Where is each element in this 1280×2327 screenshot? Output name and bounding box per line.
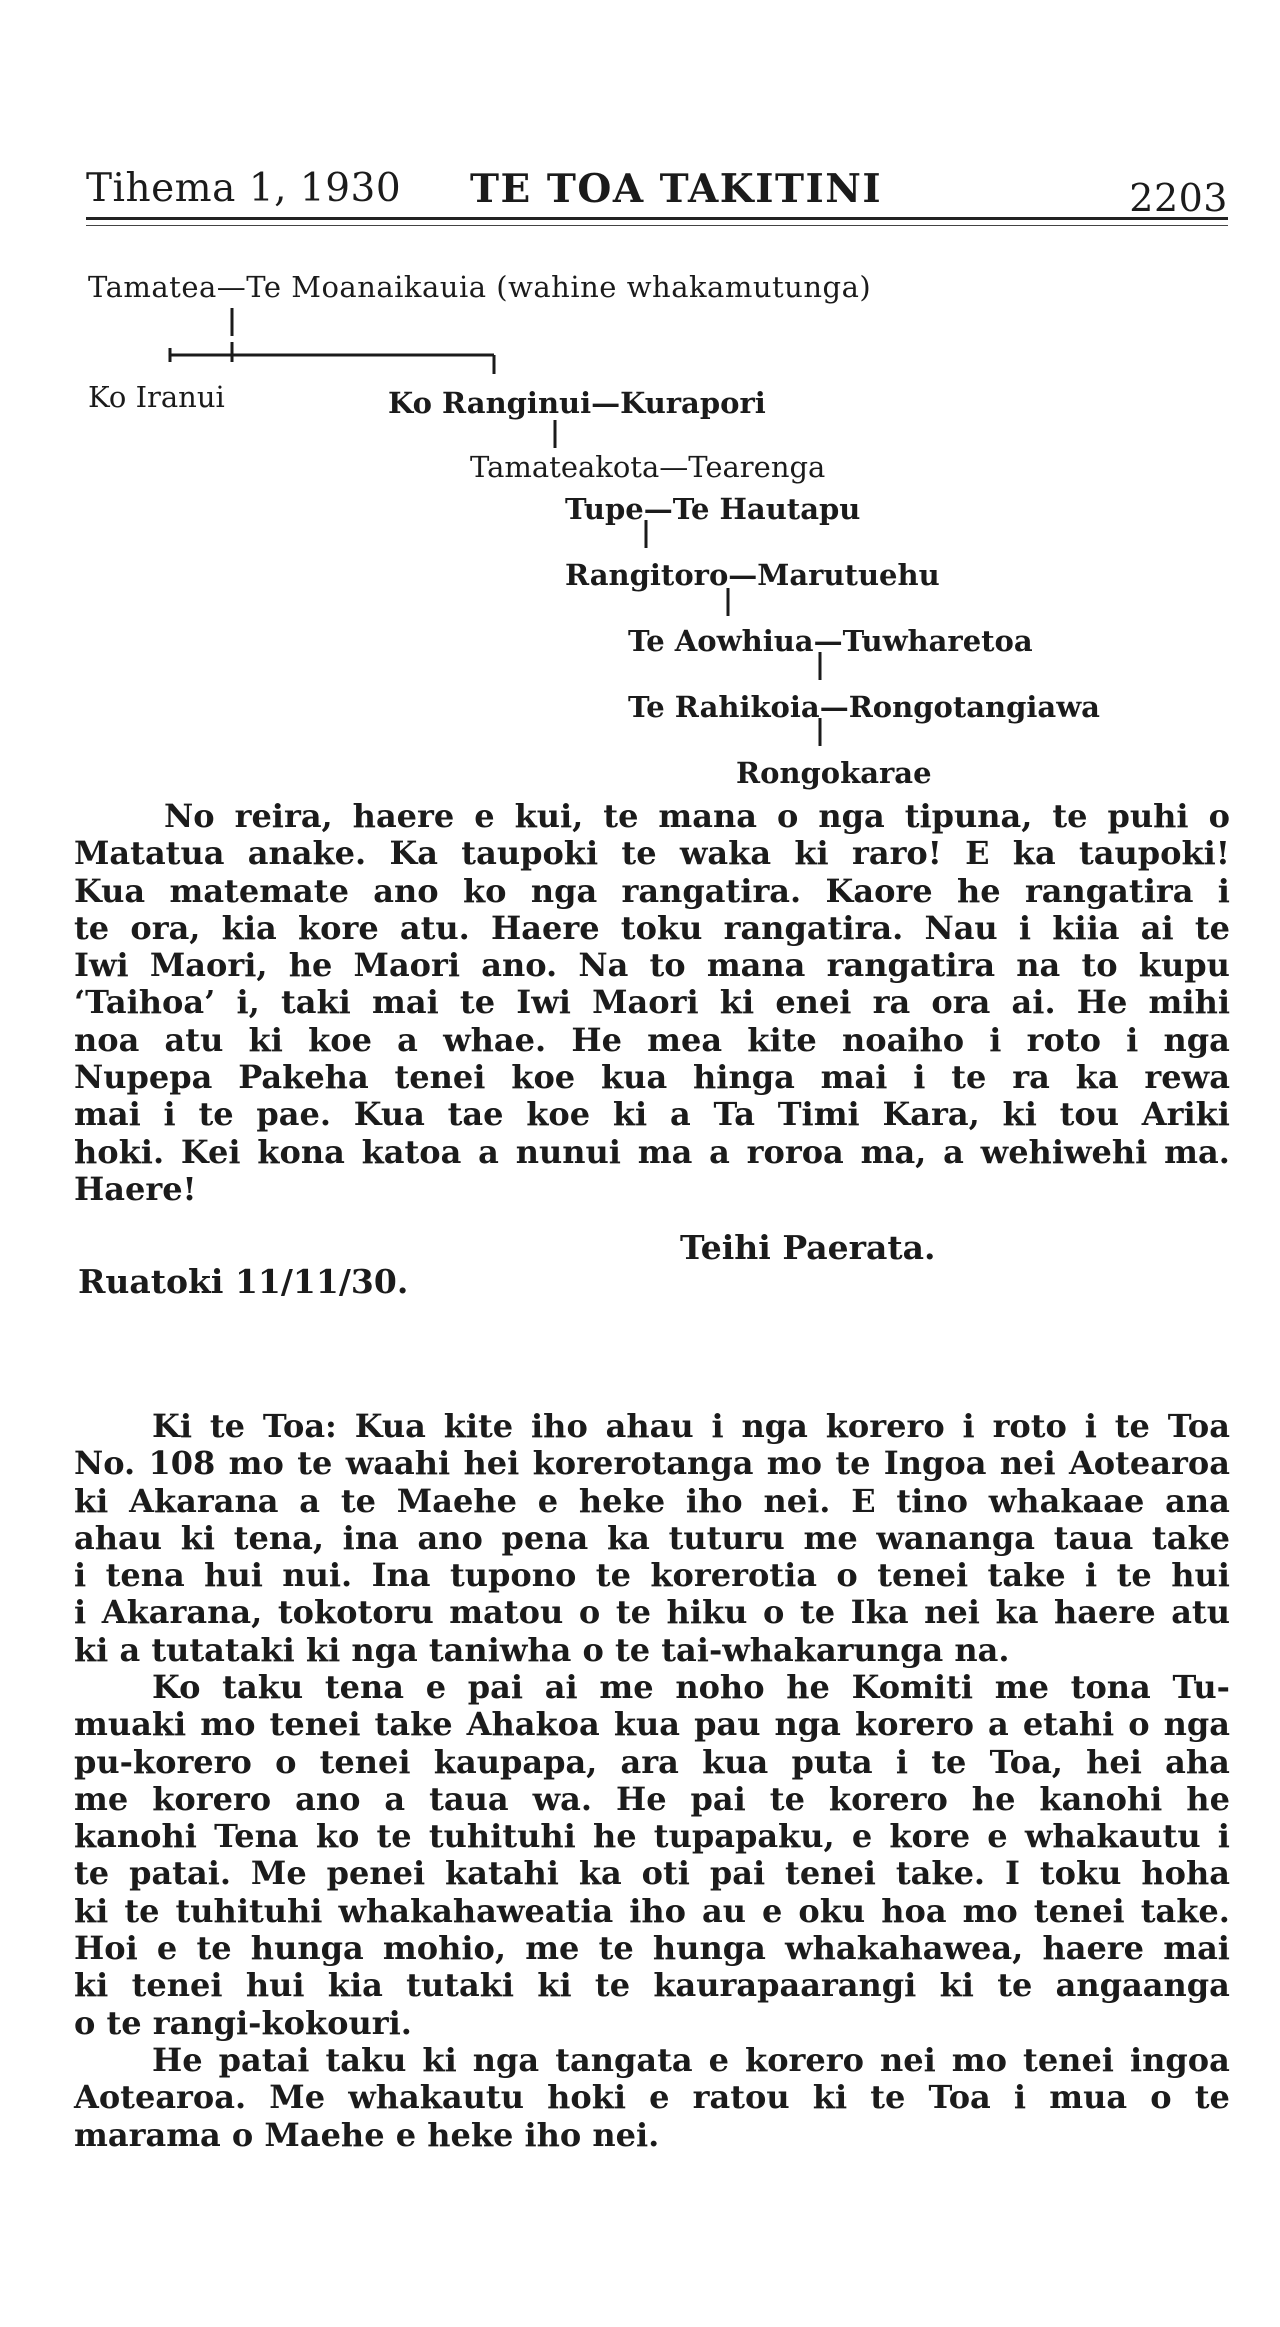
letter-2-line: i Akarana, tokotoru matou o te hiku o te Ika nei ka haere atu [74,1593,1230,1632]
letter-2-line: Aotearoa. Me whakautu hoki e ratou ki te Toa i mua o te [74,2078,1230,2117]
letter-2-line: ki a tutataki ki nga taniwha o te tai-whakarunga na. [74,1630,1010,1669]
letter-1-line: Matatua anake. Ka taupoki te waka ki raro! E ka taupoki! [74,834,1230,873]
letter-2-line: ki te tuhituhi whakahaweatia iho au e oku hoa mo tenei take. [74,1891,1230,1930]
letter-2-line: kanohi Tena ko te tuhituhi he tupapaku, e kore e whakautu i [74,1817,1230,1856]
letter-2-para-2 [74,1669,1230,2042]
page-number: 2203 [1129,176,1228,220]
genealogy-gen-1: Tamateakota—Tearenga [470,450,826,484]
genealogy-child-right: Ko Ranginui—Kurapori [388,386,766,420]
letter-1-signature: Teihi Paerata. [680,1228,936,1267]
genealogy-child-left: Ko Iranui [88,380,225,414]
letter-2-line: Ko taku tena e pai ai me noho he Komiti me tona Tu- [152,1668,1230,1706]
letter-2-line: me korero ano a taua wa. He pai te korero he kanohi he [74,1779,1230,1818]
letter-1-line: noa atu ki koe a whae. He mea kite noaiho i roto i nga [74,1020,1230,1059]
letter-2-line: No. 108 mo te waahi hei korerotanga mo te Ingoa nei Aotearoa [74,1444,1230,1483]
letter-1-line: te ora, kia kore atu. Haere toku rangatira. Nau i kiia ai te [74,908,1230,947]
letter-1-line: No reira, haere e kui, te mana o nga tipuna, te puhi o [164,797,1230,835]
letter-2-line: ki tenei hui kia tutaki ki te kaurapaarangi ki te angaanga [74,1966,1230,2005]
letter-1-line: Haere! [74,1169,197,1208]
letter-1-line: Iwi Maori, he Maori ano. Na to mana rangatira na to kupu [74,946,1230,985]
letter-2-line: ki Akarana a te Maehe e heke iho nei. E tino whakaae ana [74,1481,1230,1520]
letter-1-body [74,798,1230,1208]
genealogy-gen-3: Rangitoro—Marutuehu [565,558,940,592]
letter-2-line: He patai taku ki nga tangata e korero nei mo tenei ingoa [152,2041,1230,2079]
letter-2-para-3 [74,2042,1230,2154]
letter-1-line: Kua matemate ano ko nga rangatira. Kaore he rangatira i [74,871,1230,910]
letter-2-line: o te rangi-kokouri. [74,2003,412,2042]
letter-1-line: mai i te pae. Kua tae koe ki a Ta Timi Kara, ki tou Ariki [74,1095,1230,1134]
letter-2-line: muaki mo tenei take Ahakoa kua pau nga korero a etahi o nga [74,1705,1230,1744]
genealogy-gen-6: Rongokarae [736,756,932,790]
letter-2-line: Hoi e te hunga mohio, me te hunga whakahawea, haere mai [74,1929,1230,1968]
letter-2-line: marama o Maehe e heke iho nei. [74,2115,660,2154]
letter-1-line: hoki. Kei kona katoa a nunui ma a roroa ma, a wehiwehi ma. [74,1132,1230,1171]
genealogy-gen-2: Tupe—Te Hautapu [565,492,861,526]
letter-2-line: Ki te Toa: Kua kite iho ahau i nga korero i roto i te Toa [152,1407,1230,1445]
letter-2-line: pu-korero o tenei kaupapa, ara kua puta i te Toa, hei aha [74,1742,1230,1781]
letter-1-line: Nupepa Pakeha tenei koe kua hinga mai i te ra ka rewa [74,1058,1230,1097]
letter-1-place-date: Ruatoki 11/11/30. [78,1262,409,1301]
letter-2-line: i tena hui nui. Ina tupono te korerotia o tenei take i te hui [74,1556,1230,1595]
genealogy-top: Tamatea—Te Moanaikauia (wahine whakamutunga) [88,270,872,304]
header-masthead: TE TOA TAKITINI [470,166,883,212]
header-date: Tihema 1, 1930 [86,166,402,211]
letter-2-line: ahau ki tena, ina ano pena ka tuturu me wananga taua take [74,1518,1230,1557]
letter-2-para-1 [74,1408,1230,1669]
letter-2-line: te patai. Me penei katahi ka oti pai tenei take. I toku hoha [74,1854,1230,1893]
genealogy-gen-5: Te Rahikoia—Rongotangiawa [628,690,1100,724]
genealogy-gen-4: Te Aowhiua—Tuwharetoa [628,624,1033,658]
letter-1-line: ‘Taihoa’ i, taki mai te Iwi Maori ki enei ra ora ai. He mihi [74,983,1230,1022]
